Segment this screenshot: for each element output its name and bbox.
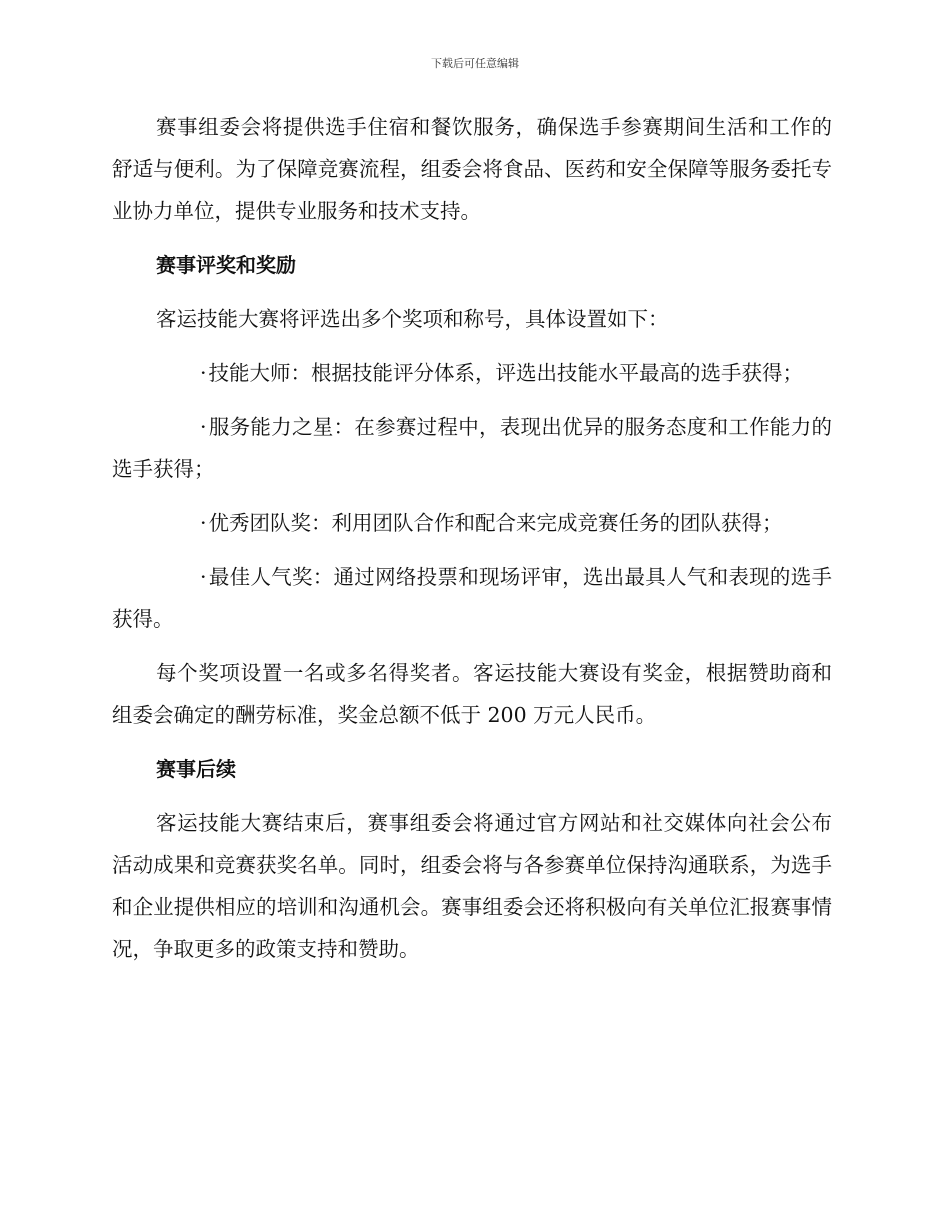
document-body bbox=[112, 106, 832, 982]
paragraph-prize-money: 每个奖项设置一名或多名得奖者。客运技能大赛设有奖金，根据赞助商和组委会确定的酬劳标准，奖金总额不低于 200 万元人民币。 bbox=[112, 661, 832, 727]
bullet-text: 技能大师：根据技能评分体系，评选出技能水平最高的选手获得； bbox=[208, 361, 804, 385]
bullet-dot: · bbox=[200, 511, 207, 535]
bullet-text: 最佳人气奖：通过网络投票和现场评审，选出最具人气和表现的选手获得。 bbox=[112, 565, 832, 631]
paragraph-services: 赛事组委会将提供选手住宿和餐饮服务，确保选手参赛期间生活和工作的舒适与便利。为了保障竞赛流程，组委会将食品、医药和安全保障等服务委托专业协力单位，提供专业服务和技术支持。 bbox=[112, 115, 832, 223]
section-heading-follow-up: 赛事后续 bbox=[156, 757, 236, 781]
bullet-dot: · bbox=[200, 565, 207, 589]
header-note: 下载后可任意编辑 bbox=[431, 57, 519, 70]
bullet-item-skill-master bbox=[112, 352, 832, 394]
paragraph-awards-intro: 客运技能大赛将评选出多个奖项和称号，具体设置如下： bbox=[156, 307, 669, 331]
bullet-text: 服务能力之星：在参赛过程中，表现出优异的服务态度和工作能力的选手获得； bbox=[112, 415, 832, 481]
bullet-dot: · bbox=[200, 415, 207, 439]
paragraph-follow-up: 客运技能大赛结束后，赛事组委会将通过官方网站和社交媒体向社会公布活动成果和竞赛获奖名单。同时，组委会将与各参赛单位保持沟通联系，为选手和企业提供相应的培训和沟通机会。赛事组委会还将积极向有关单位汇报赛事情况，争取更多的政策支持和赞助。 bbox=[112, 811, 832, 961]
bullet-item-service-star bbox=[112, 406, 832, 490]
bullet-dot: · bbox=[200, 361, 207, 385]
bullet-text: 优秀团队奖：利用团队合作和配合来完成竞赛任务的团队获得； bbox=[208, 511, 783, 535]
section-heading-awards: 赛事评奖和奖励 bbox=[156, 253, 296, 277]
bullet-item-team-award bbox=[112, 502, 832, 544]
bullet-item-popularity-award bbox=[112, 556, 832, 640]
